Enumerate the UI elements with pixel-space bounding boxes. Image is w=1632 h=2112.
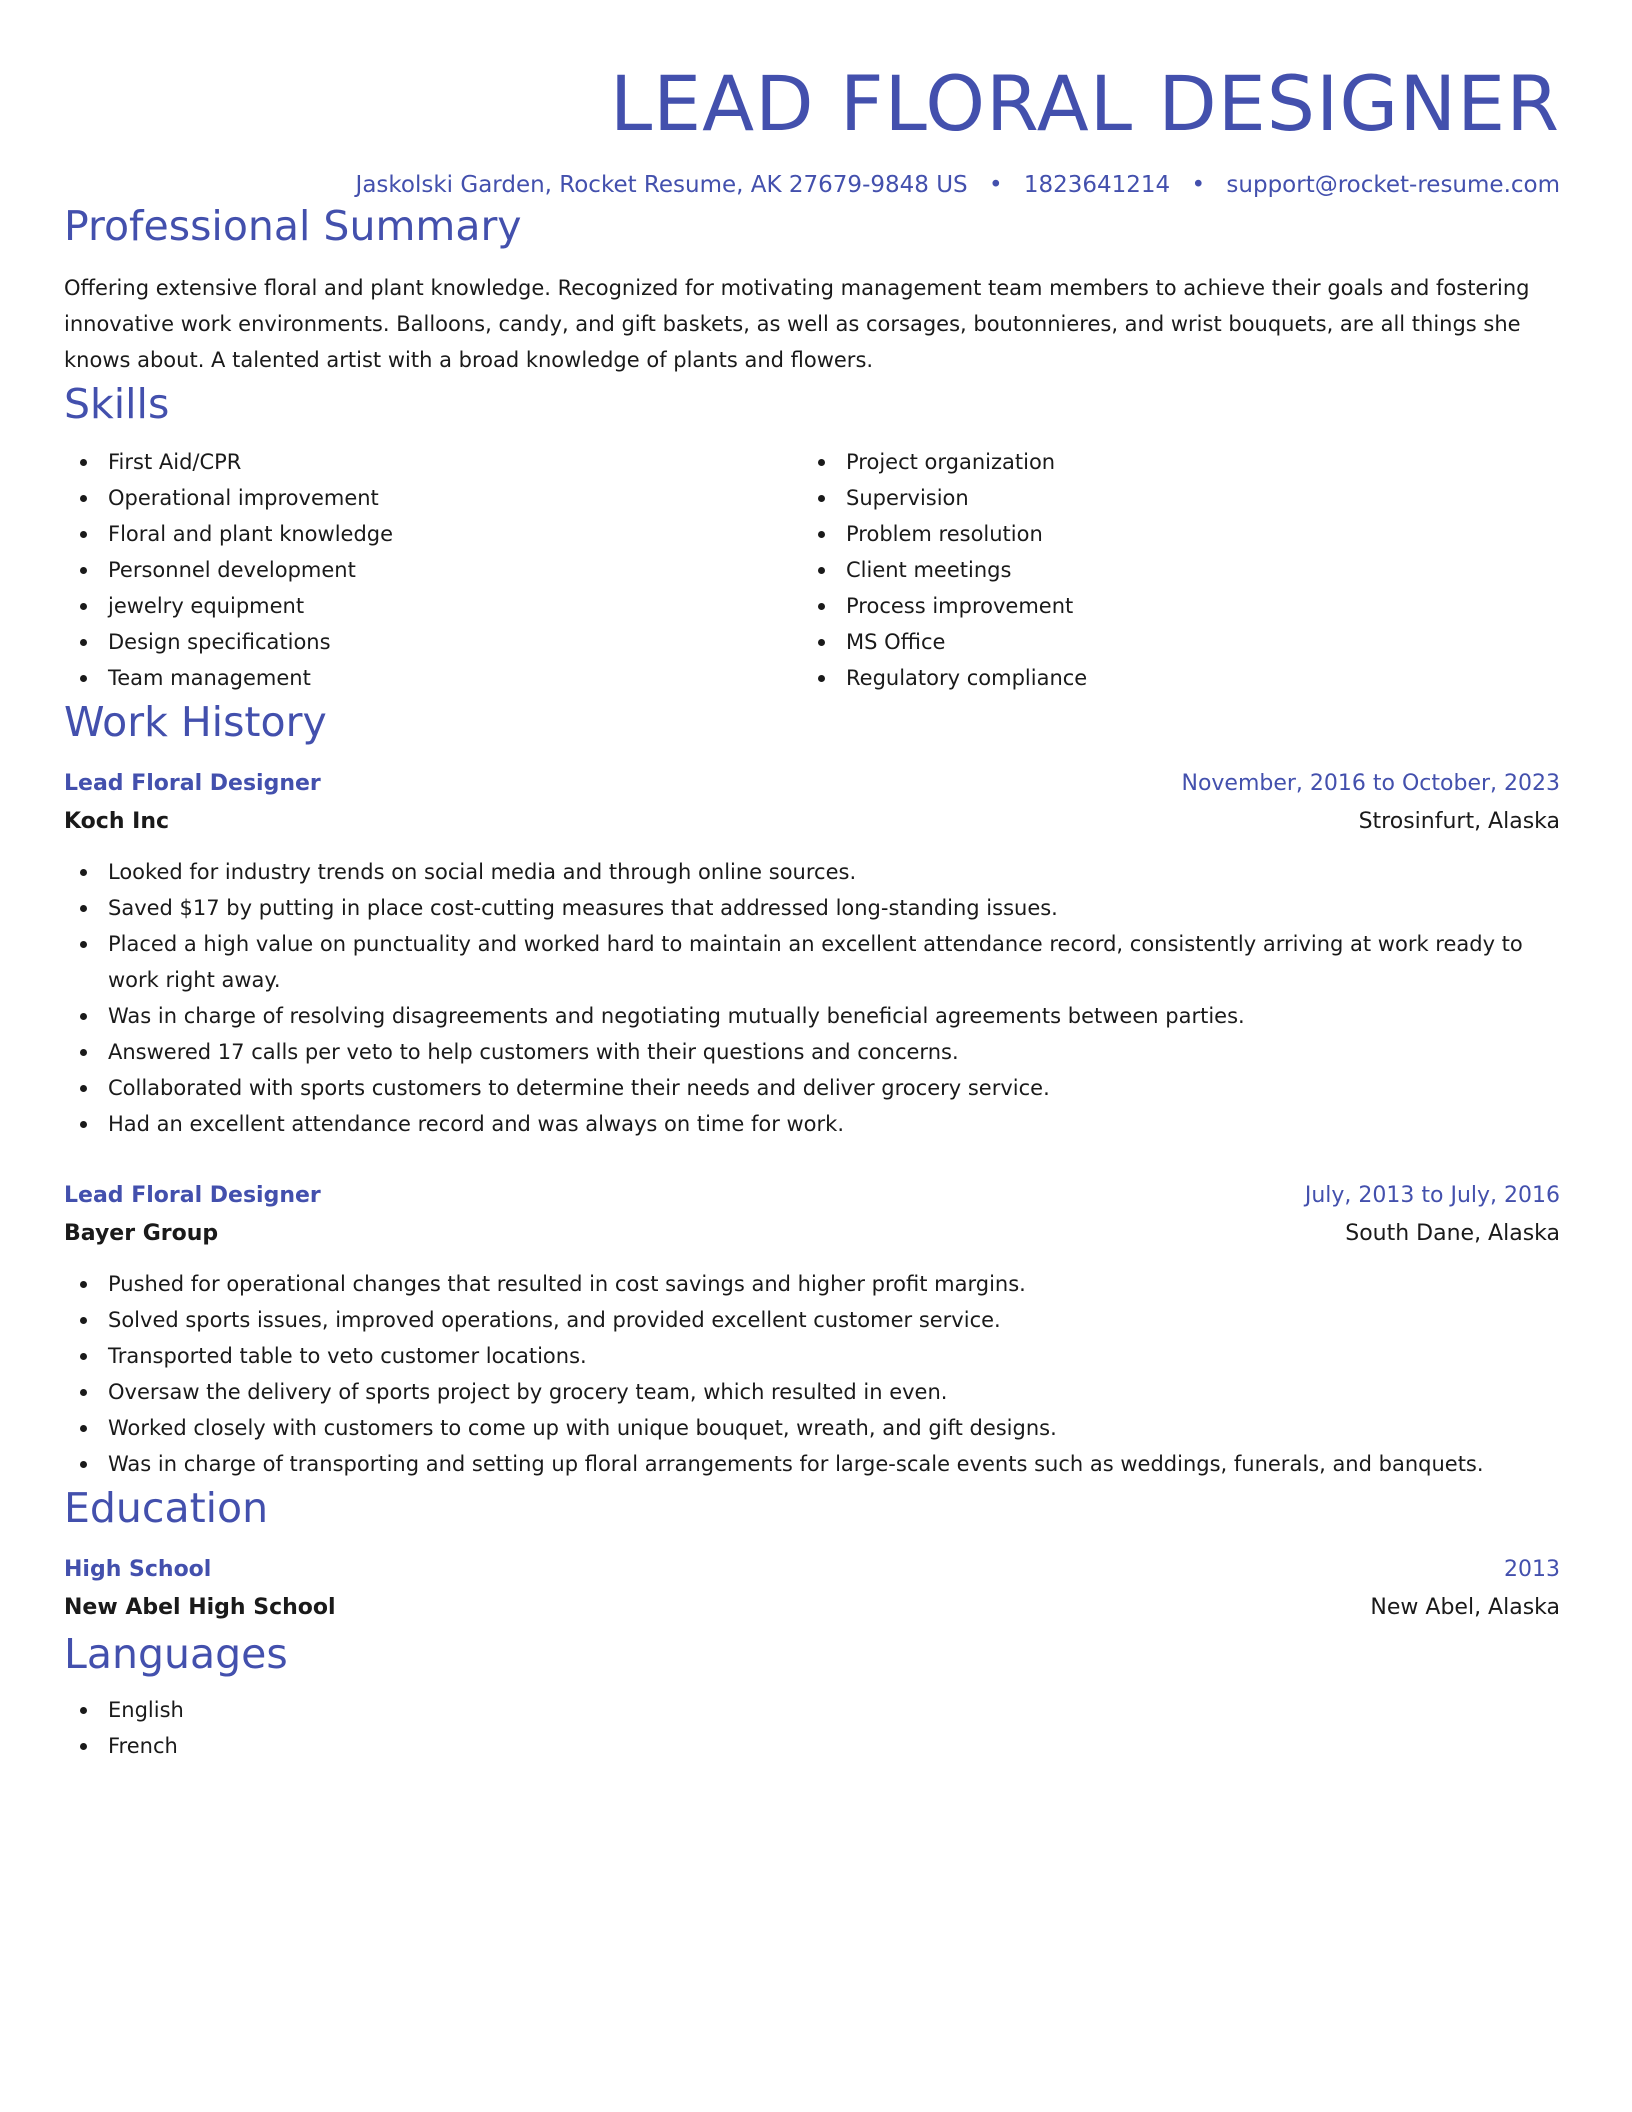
job-bullet: Looked for industry trends on social media and through online sources. [64, 854, 1560, 890]
job-dates: November, 2016 to October, 2023 [1181, 771, 1560, 796]
skill-item: Problem resolution [802, 516, 1540, 552]
skill-item: Operational improvement [64, 480, 802, 516]
summary-heading: Professional Summary [64, 202, 522, 250]
job-location: South Dane, Alaska [1345, 1221, 1560, 1246]
job-bullet: Collaborated with sports customers to determine their needs and deliver grocery service. [64, 1070, 1560, 1106]
skill-item: Team management [64, 660, 802, 696]
job-bullet: Placed a high value on punctuality and worked hard to maintain an excellent attendance record, consistently arriving at work ready to work right away. [64, 926, 1560, 998]
work-history-heading: Work History [64, 698, 327, 746]
education-school: New Abel High School [64, 1595, 336, 1620]
skill-item: Process improvement [802, 588, 1540, 624]
skill-item: MS Office [802, 624, 1540, 660]
job-company: Koch Inc [64, 809, 170, 834]
skill-item: Client meetings [802, 552, 1540, 588]
job-bullet: Answered 17 calls per veto to help customers with their questions and concerns. [64, 1034, 1560, 1070]
education-degree: High School [64, 1557, 212, 1582]
contact-phone: 1823641214 [1023, 172, 1171, 198]
skill-item: First Aid/CPR [64, 444, 802, 480]
skills-heading: Skills [64, 380, 170, 428]
job-bullet: Was in charge of resolving disagreements and negotiating mutually beneficial agreements between parties. [64, 998, 1560, 1034]
education-entry [64, 1552, 1560, 1628]
skill-item: Design specifications [64, 624, 802, 660]
education-heading: Education [64, 1484, 269, 1532]
job-bullet: Saved $17 by putting in place cost-cutting measures that addressed long-standing issues. [64, 890, 1560, 926]
skills-column-right [802, 444, 1540, 696]
job-dates: July, 2013 to July, 2016 [1304, 1183, 1560, 1208]
skill-item: jewelry equipment [64, 588, 802, 624]
skills-column-left [64, 444, 802, 696]
contact-address: Jaskolski Garden, Rocket Resume, AK 27679-9848 US [355, 172, 968, 198]
education-year: 2013 [1504, 1557, 1560, 1582]
languages-list [64, 1692, 1560, 1764]
job-role: Lead Floral Designer [64, 1183, 321, 1208]
contact-line [64, 170, 1560, 200]
contact-separator: • [988, 172, 1003, 198]
contact-email: support@rocket-resume.com [1226, 172, 1560, 198]
job-entry [64, 766, 1560, 1142]
job-bullet: Oversaw the delivery of sports project by grocery team, which resulted in even. [64, 1374, 1560, 1410]
job-bullet: Had an excellent attendance record and was always on time for work. [64, 1106, 1560, 1142]
job-entry [64, 1178, 1560, 1482]
job-bullet: Solved sports issues, improved operations, and provided excellent customer service. [64, 1302, 1560, 1338]
resume-page [64, 0, 1560, 1764]
job-company: Bayer Group [64, 1221, 219, 1246]
skill-item: Project organization [802, 444, 1540, 480]
skill-item: Personnel development [64, 552, 802, 588]
education-location: New Abel, Alaska [1370, 1595, 1560, 1620]
job-location: Strosinfurt, Alaska [1358, 809, 1560, 834]
resume-title: LEAD FLORAL DESIGNER [609, 59, 1560, 148]
skills-list [64, 444, 1560, 696]
job-bullets [64, 1266, 1560, 1482]
language-item: French [64, 1728, 1560, 1764]
job-bullets [64, 854, 1560, 1142]
skill-item: Regulatory compliance [802, 660, 1540, 696]
language-item: English [64, 1692, 1560, 1728]
job-bullet: Transported table to veto customer locations. [64, 1338, 1560, 1374]
job-bullet: Was in charge of transporting and setting up floral arrangements for large-scale events such as weddings, funerals, and banquets. [64, 1446, 1560, 1482]
languages-heading: Languages [64, 1630, 288, 1678]
skill-item: Floral and plant knowledge [64, 516, 802, 552]
contact-separator: • [1191, 172, 1206, 198]
summary-text: Offering extensive floral and plant knowledge. Recognized for motivating management team members to achieve their goals and fostering innovative work environments. Balloons, candy, and gift baskets, as well as corsages, boutonnieres, and wrist bouquets, are all things she knows about. A talented artist with a broad knowledge of plants and flowers. [64, 276, 1530, 372]
job-bullet: Pushed for operational changes that resulted in cost savings and higher profit margins. [64, 1266, 1560, 1302]
skill-item: Supervision [802, 480, 1540, 516]
job-bullet: Worked closely with customers to come up with unique bouquet, wreath, and gift designs. [64, 1410, 1560, 1446]
job-role: Lead Floral Designer [64, 771, 321, 796]
